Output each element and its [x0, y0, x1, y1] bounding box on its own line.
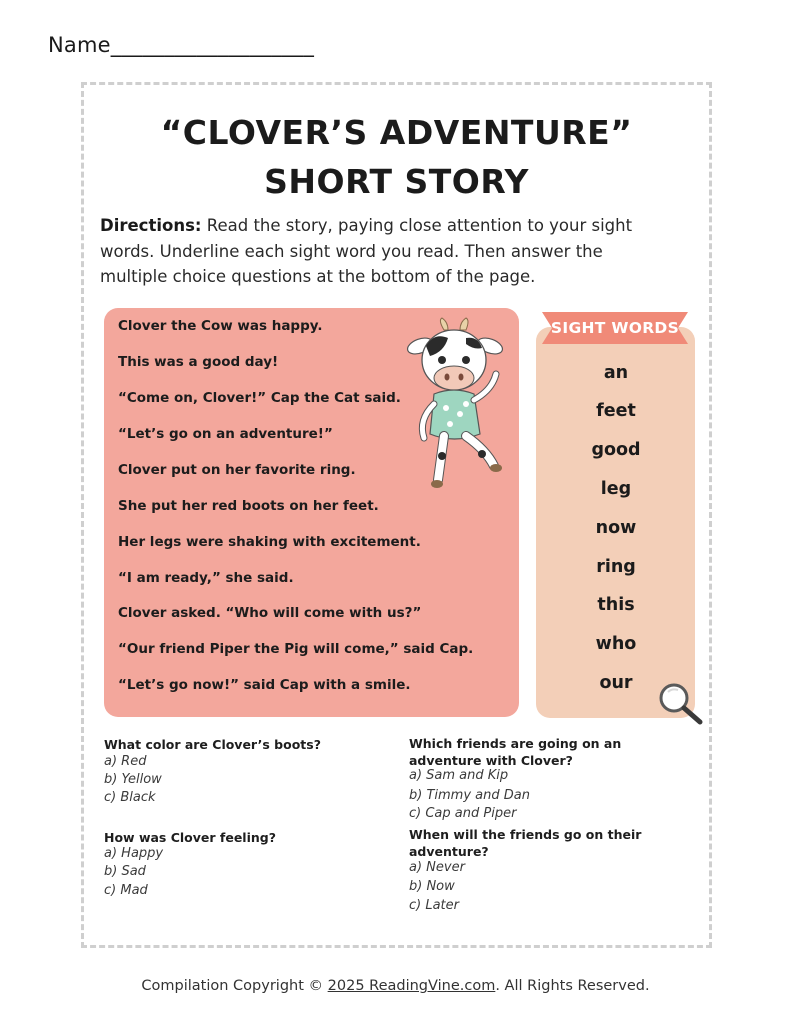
- story-line: “Our friend Piper the Pig will come,” said Cap.: [118, 641, 474, 657]
- answer-option: b) Yellow: [104, 772, 162, 787]
- answer-option: b) Timmy and Dan: [409, 788, 530, 803]
- answer-option: a) Happy: [104, 846, 164, 861]
- story-line: “I am ready,” she said.: [118, 570, 294, 586]
- story-line: Clover the Cow was happy.: [118, 318, 323, 334]
- sight-words-title: SIGHT WORDS: [550, 319, 680, 337]
- story-line: Clover asked. “Who will come with us?”: [118, 605, 422, 621]
- sight-word: ring: [596, 557, 636, 577]
- copyright-suffix: . All Rights Reserved.: [495, 978, 650, 994]
- story-line: This was a good day!: [118, 354, 279, 370]
- sight-word: who: [595, 634, 637, 654]
- question-text: When will the friends go on their adventure?: [409, 827, 642, 859]
- question-text: Which friends are going on an adventure with Clover?: [409, 736, 622, 768]
- cow-illustration-icon: [404, 316, 504, 494]
- answer-option: a) Sam and Kip: [409, 768, 509, 783]
- answer-option: b) Sad: [104, 864, 146, 879]
- answer-option: b) Now: [409, 879, 455, 894]
- answer-option: a) Red: [104, 754, 147, 769]
- answer-option: c) Cap and Piper: [409, 806, 517, 821]
- story-line: She put her red boots on her feet.: [118, 498, 379, 514]
- sight-word: this: [597, 595, 635, 615]
- copyright-footer: [0, 978, 791, 994]
- copyright-prefix: Compilation Copyright ©: [141, 978, 328, 994]
- worksheet-title-line1: “CLOVER’S ADVENTURE”: [160, 113, 633, 152]
- story-line: “Come on, Clover!” Cap the Cat said.: [118, 390, 401, 406]
- directions-label: Directions:: [100, 216, 202, 235]
- sight-word: our: [599, 673, 633, 693]
- worksheet-title-line2: SHORT STORY: [264, 162, 529, 201]
- story-line: Clover put on her favorite ring.: [118, 462, 356, 478]
- sight-word: good: [591, 440, 641, 460]
- answer-option: c) Later: [409, 898, 460, 913]
- name-line: Name___________________: [48, 33, 315, 57]
- answer-option: c) Mad: [104, 883, 148, 898]
- directions-paragraph: [100, 213, 670, 290]
- answer-option: a) Never: [409, 860, 465, 875]
- directions-text: Read the story, paying close attention to your sight words. Underline each sight word you read. Then answer the multiple choice questions at the bottom of the page.: [100, 216, 633, 286]
- magnifier-icon: [656, 680, 706, 726]
- sight-word: now: [595, 518, 637, 538]
- story-line: “Let’s go now!” said Cap with a smile.: [118, 677, 411, 693]
- sight-word: leg: [600, 479, 632, 499]
- readingvine-link[interactable]: 2025 ReadingVine.com: [327, 978, 496, 994]
- sight-word: an: [603, 363, 629, 383]
- story-line: “Let’s go on an adventure!”: [118, 426, 333, 442]
- question-text: What color are Clover’s boots?: [104, 737, 321, 752]
- sight-word: feet: [596, 401, 636, 421]
- story-line: Her legs were shaking with excitement.: [118, 534, 421, 550]
- question-text: How was Clover feeling?: [104, 830, 276, 845]
- answer-option: c) Black: [104, 790, 156, 805]
